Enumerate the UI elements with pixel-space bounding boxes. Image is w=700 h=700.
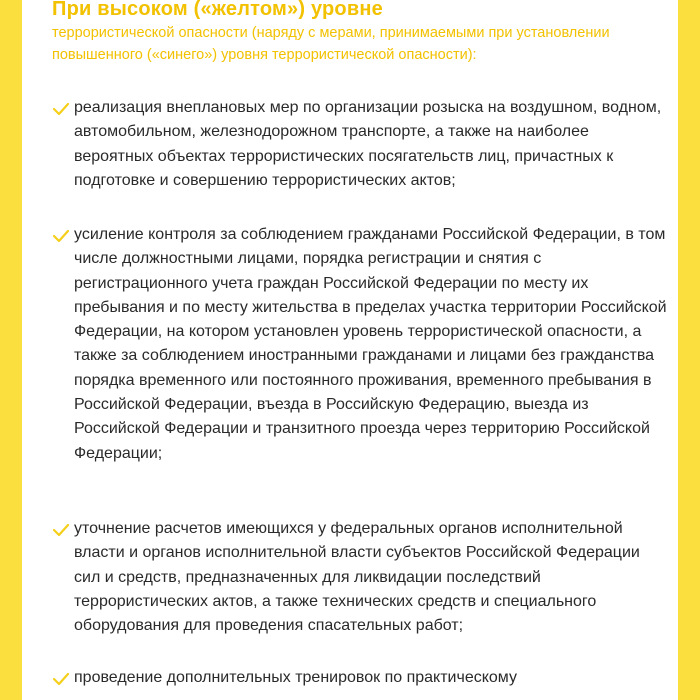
list-item-text: уточнение расчетов имеющихся у федеральных органов исполнительной власти и органов исполнительной власти субъектов Российской Федерации сил и средств, предназначенных для ликвидации последствий террористических актов, а также технических средств и специального оборудования для проведения спасательных работ; [74,520,640,635]
list-item-text: проведение дополнительных тренировок по практическому [74,669,517,686]
check-icon [52,102,70,116]
document-card [22,0,678,700]
check-icon [52,229,70,243]
check-icon [52,672,70,686]
section-subtitle: террористической опасности (наряду с мерами, принимаемыми при установлении повышенного («синего») уровня террористической опасности): [52,25,610,63]
list-item-text: усиление контроля за соблюдением гражданами Российской Федерации, в том числе должностными лицами, порядка регистрации и снятия с регистрационного учета граждан Российской Федерации по месту их пребывания и по месту жительства в пределах участка территории Российской Федерации, на котором установлен уровень террористической опасности, а также за соблюдением иностранными гражданами и лицами без гражданства порядка временного или постоянного проживания, временного пребывания в Российской Федерации, въезда в Российскую Федерацию, выезда из Российской Федерации и транзитного проезда через территорию Российской Федерации; [74,226,667,462]
list-item-text: реализация внеплановых мер по организации розыска на воздушном, водном, автомобильном, железнодорожном транспорте, а также на наиболее вероятных объектах террористических посягательств лиц, причастных к подготовке и совершению террористических актов; [74,99,662,189]
section-title: При высоком («желтом») уровне [52,0,383,20]
check-icon [52,523,70,537]
